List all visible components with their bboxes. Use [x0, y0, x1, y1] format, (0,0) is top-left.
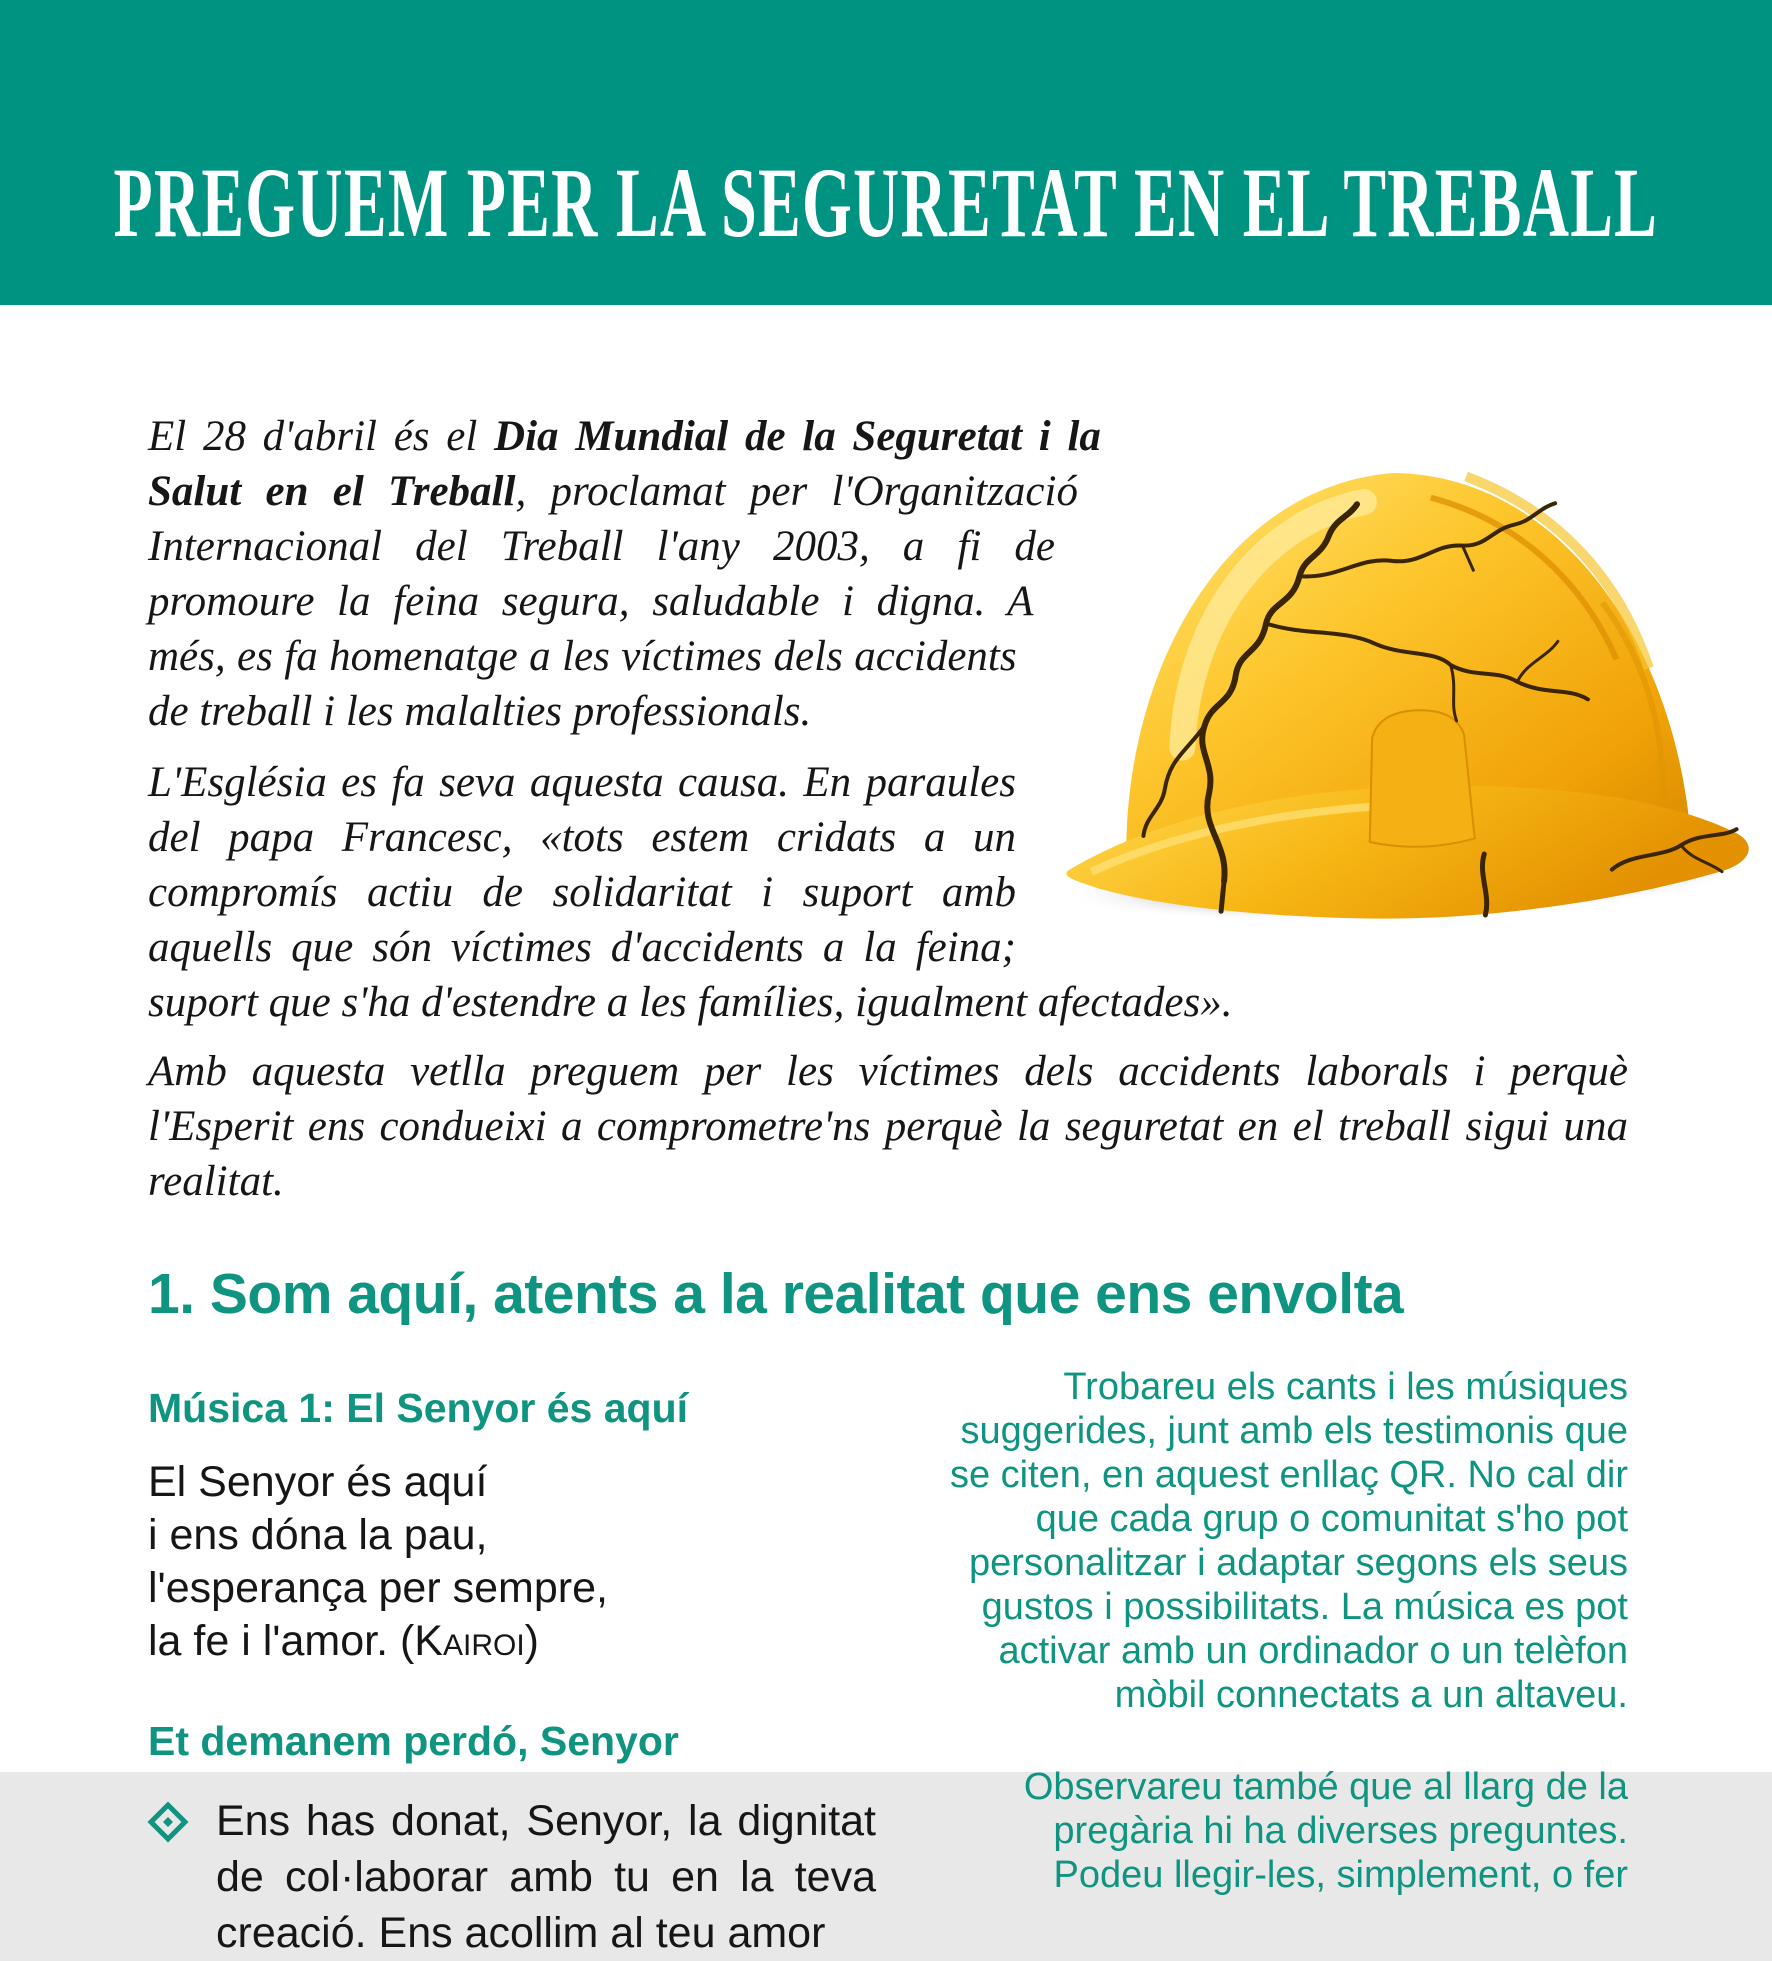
song-credit: (Kairoi)	[399, 1616, 539, 1665]
lyric-last-text: la fe i l'amor.	[148, 1616, 400, 1665]
music-1-subheading: Música 1: El Senyor és aquí	[148, 1384, 689, 1431]
right-column	[938, 1365, 1628, 1897]
prayer-subheading: Et demanem perdó, Senyor	[148, 1717, 679, 1764]
cracked-helmet-image	[1046, 405, 1746, 925]
lyric-line: i ens dóna la pau,	[148, 1510, 488, 1559]
lyrics-lines	[148, 1456, 880, 1615]
two-column-area	[148, 1365, 1628, 1961]
section-1-heading: 1. Som aquí, atents a la realitat que ens envolta	[148, 1262, 1404, 1326]
note-paragraph: Trobareu els cants i les músiques suggerides, junt amb els testimonis que se citen, en aquest enllaç QR. No cal dir que cada grup o comunitat s'ho pot personalitzar i adaptar segons els seus gustos i possibilitats. La música es pot activar amb un ordinador o un telèfon mòbil connectats a un altaveu.	[949, 1365, 1628, 1716]
diamond-bullet-icon	[148, 1793, 216, 1961]
prayer-bullet-text: Ens has donat, Senyor, la dignitat de col·laborar amb tu en la teva creació. Ens acollim al teu amor	[216, 1797, 876, 1958]
page-title: PREGUEM PER LA SEGURETAT EN EL TREBALL	[113, 147, 1659, 258]
intro-section	[148, 305, 1628, 1209]
helmet-illustration	[1046, 405, 1746, 925]
content-area	[0, 305, 1772, 1961]
intro-p1-text: El 28 d'abril és el	[148, 413, 495, 460]
lyric-line: l'esperança per sempre,	[148, 1563, 608, 1612]
intro-p1-rest: , proclamat per l'Organització Internacional del Treball l'any 2003, a fi de promoure la feina segura, saludable i digna. A més, es fa homenatge a les víctimes dels accidents de treball i les malalties professionals.	[148, 468, 1078, 735]
intro-p1-bold-title: Dia Mundial de la Seguretat i la Salut en el Treball	[148, 413, 1101, 515]
song-lyrics	[148, 1456, 880, 1668]
intro-paragraph-3: Amb aquesta vetlla preguem per les víctimes dels accidents laborals i perquè l'Esperit ens condueixi a comprometre'ns perquè la seguretat en el treball sigui una realitat.	[148, 1048, 1628, 1205]
lyric-line-last	[148, 1615, 880, 1668]
lyric-line: El Senyor és aquí	[148, 1457, 488, 1506]
intro-paragraph-2: L'Església es fa seva aquesta causa. En paraules del papa Francesc, «tots estem cridats a un compromís actiu de solidaritat i suport amb aquells que són víctimes d'accidents a la feina; suport que s'ha d'estendre a les famílies, igualment afectades».	[148, 759, 1233, 1026]
prayer-bullet-item	[148, 1793, 880, 1961]
facilitator-note	[938, 1365, 1628, 1897]
header-band	[0, 0, 1772, 305]
note-paragraph: Observareu també que al llarg de la pregària hi ha diverses preguntes. Podeu llegir-les, simplement, o fer	[1023, 1765, 1628, 1896]
left-column	[148, 1371, 880, 1961]
